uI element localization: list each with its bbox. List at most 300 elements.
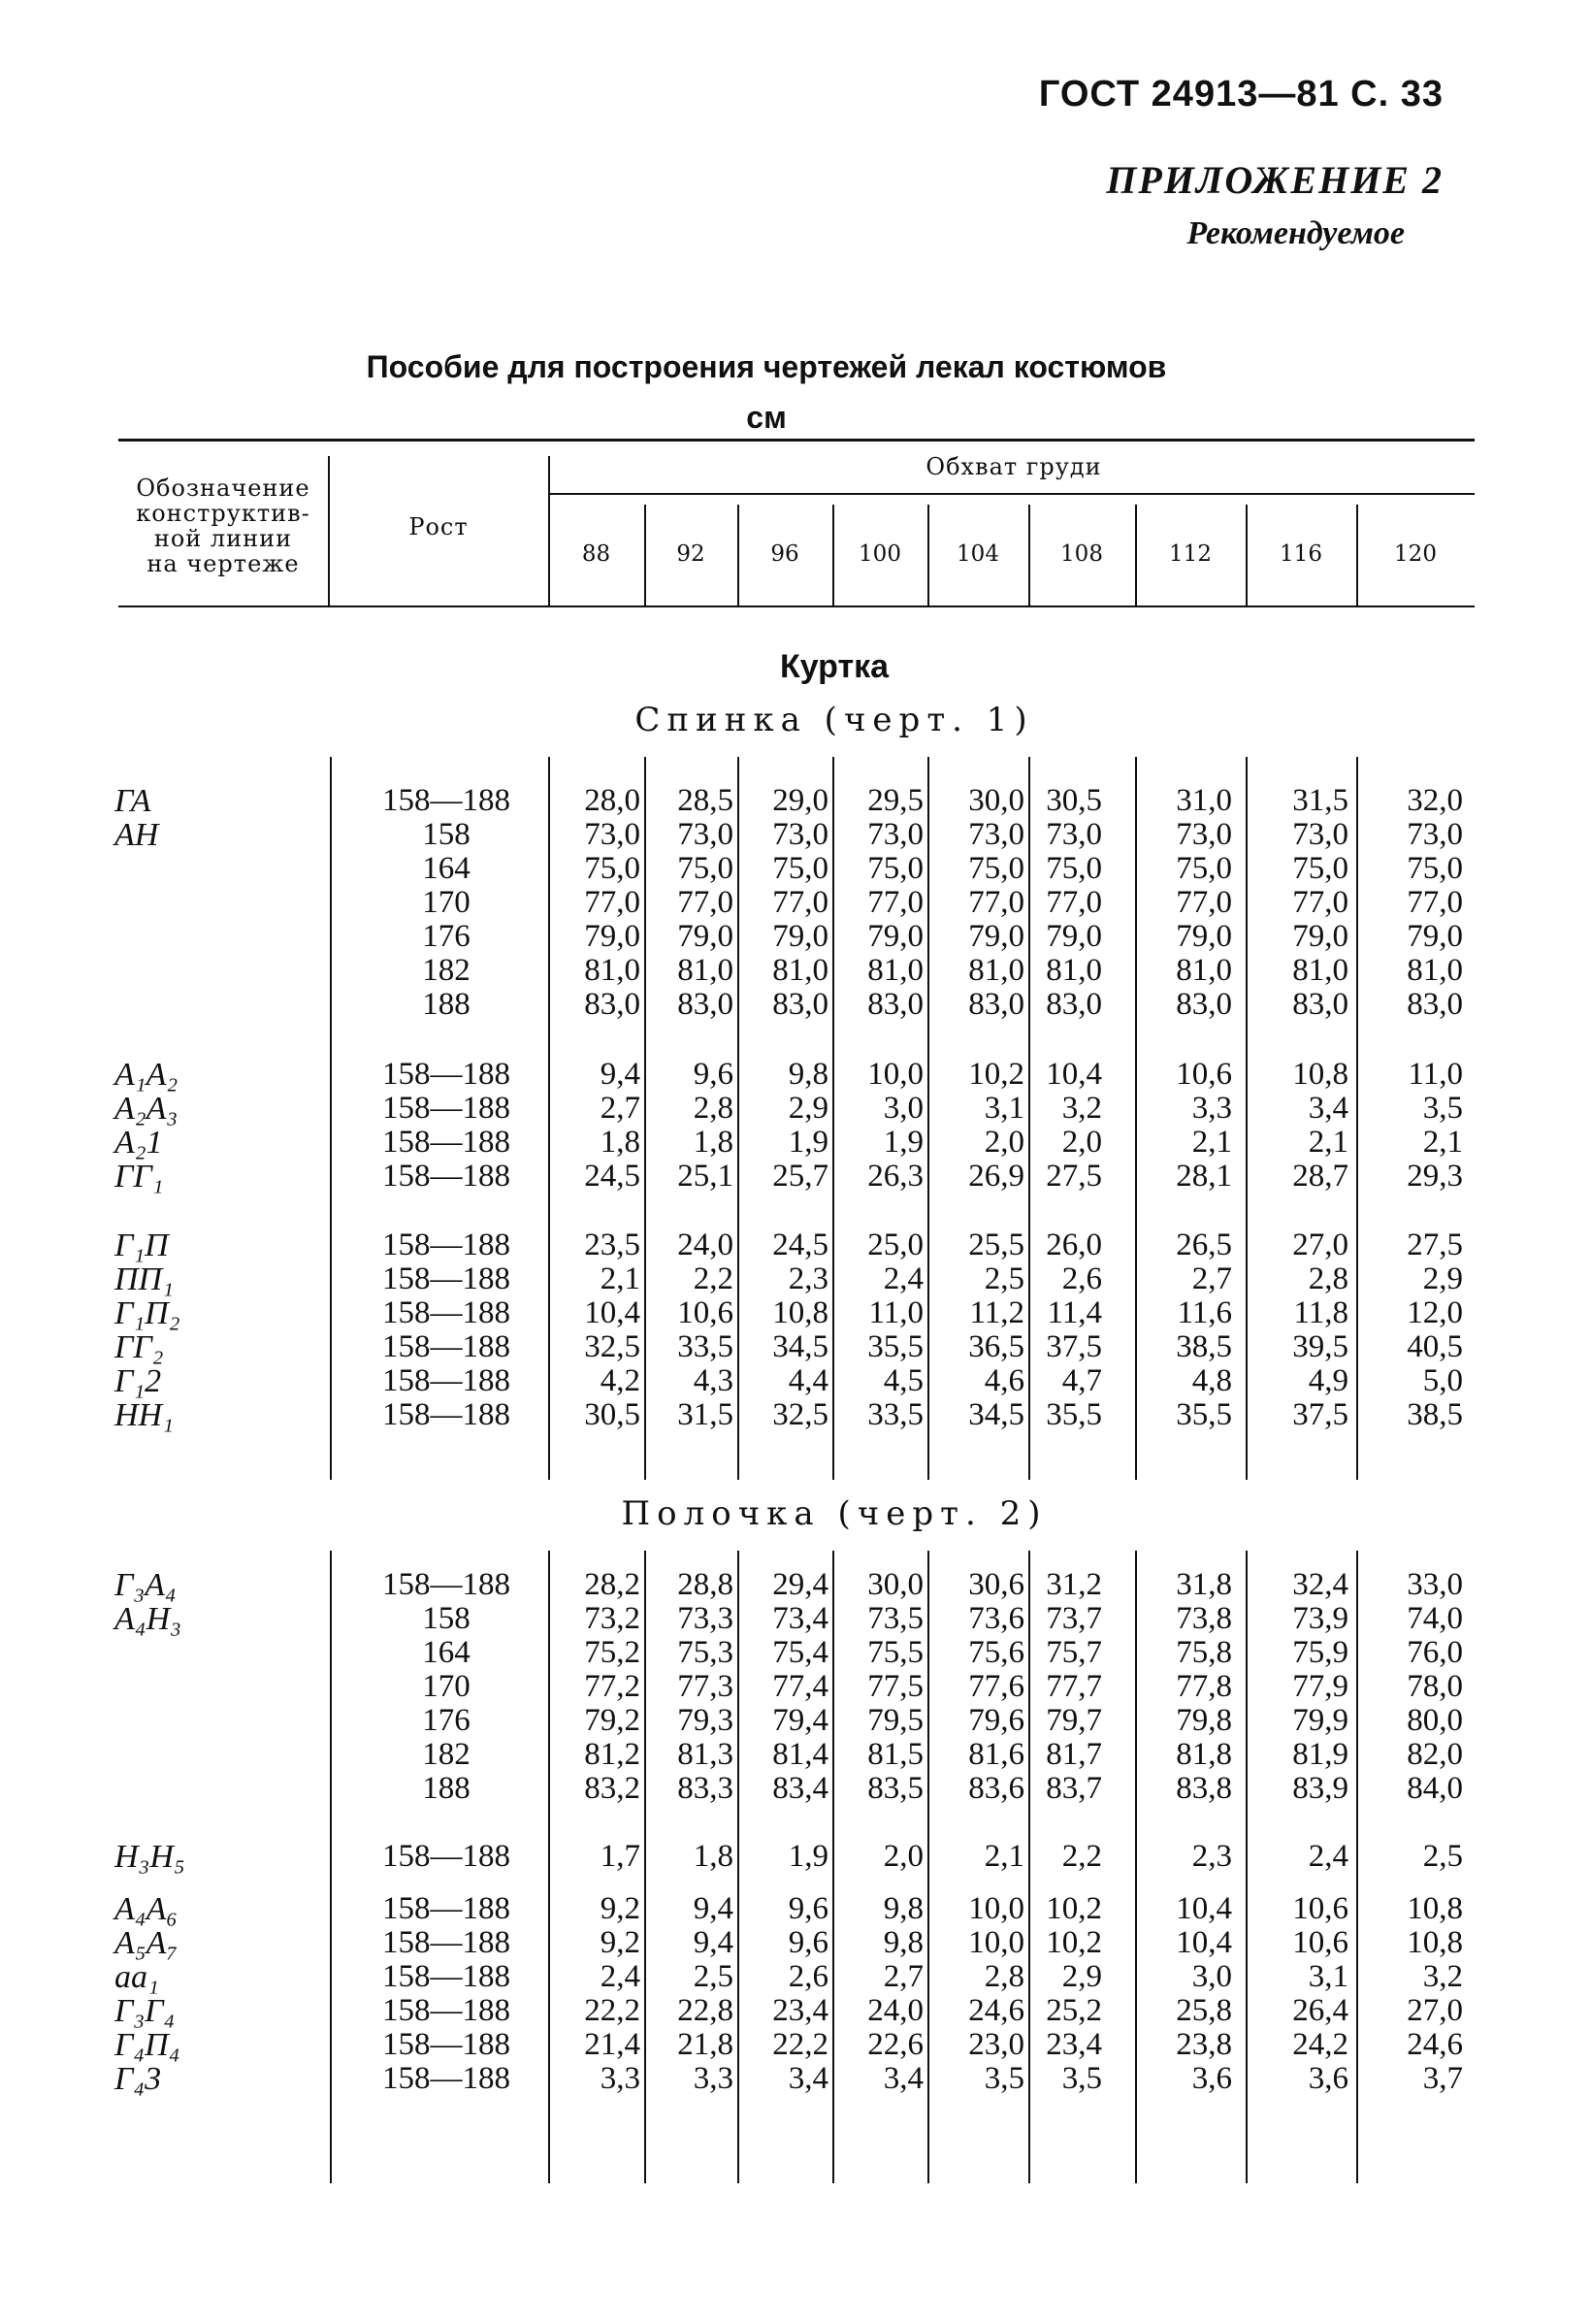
- table-cell: 83,0: [1046, 987, 1102, 1022]
- column-header: 112: [1169, 541, 1212, 567]
- table-cell: 2,8: [984, 1959, 1024, 1994]
- table-cell: 79,7: [1046, 1703, 1102, 1738]
- table-cell: 11,2: [969, 1295, 1024, 1330]
- table-cell: 83,0: [584, 987, 640, 1022]
- table-cell: 27,5: [1407, 1227, 1463, 1262]
- table-cell: 10,4: [1046, 1057, 1102, 1092]
- row-rost: 158—188: [382, 1159, 510, 1194]
- table-cell: 81,9: [1292, 1737, 1348, 1772]
- table-cell: 77,0: [677, 885, 733, 920]
- table-cell: 31,8: [1176, 1567, 1232, 1602]
- table-cell: 28,1: [1176, 1159, 1232, 1194]
- table-cell: 9,4: [693, 1891, 733, 1926]
- table-cell: 10,8: [1292, 1057, 1348, 1092]
- table-cell: 81,0: [1292, 953, 1348, 988]
- table-cell: 73,3: [677, 1601, 733, 1636]
- table-cell: 76,0: [1407, 1635, 1463, 1670]
- table-cell: 29,5: [867, 783, 924, 818]
- header-column-divider: [1246, 505, 1248, 606]
- header-designation-line: конструктив-: [136, 500, 310, 527]
- table-cell: 28,2: [584, 1567, 640, 1602]
- table-cell: 79,0: [772, 919, 828, 954]
- table-cell: 83,7: [1046, 1771, 1102, 1806]
- table-cell: 3,7: [1422, 2061, 1463, 2096]
- table-cell: 81,0: [1046, 953, 1102, 988]
- row-rost: 158—188: [382, 2061, 510, 2096]
- table-cell: 2,7: [883, 1959, 924, 1994]
- table-cell: 10,6: [1292, 1891, 1348, 1926]
- table-cell: 73,0: [1407, 817, 1463, 852]
- table-cell: 26,5: [1176, 1227, 1232, 1262]
- table-cell: 10,0: [968, 1891, 1024, 1926]
- table-cell: 37,5: [1292, 1397, 1348, 1432]
- table-cell: 4,5: [883, 1363, 924, 1398]
- table-cell: 30,0: [867, 1567, 924, 1602]
- table-cell: 81,0: [1176, 953, 1232, 988]
- table-cell: 77,0: [968, 885, 1024, 920]
- table-cell: 32,5: [772, 1397, 828, 1432]
- table-cell: 2,1: [1422, 1125, 1463, 1160]
- table-cell: 11,0: [1408, 1057, 1463, 1092]
- table-cell: 10,8: [1407, 1925, 1463, 1960]
- table-cell: 75,0: [584, 851, 640, 886]
- header-chest-girth: Обхват груди: [925, 453, 1102, 480]
- row-rost: 158—188: [382, 1567, 510, 1602]
- table-cell: 36,5: [968, 1329, 1024, 1364]
- table-cell: 2,9: [1422, 1261, 1463, 1296]
- table-cell: 75,6: [968, 1635, 1024, 1670]
- table-cell: 3,3: [600, 2061, 640, 2096]
- table-cell: 32,5: [584, 1329, 640, 1364]
- table-cell: 9,4: [693, 1925, 733, 1960]
- table-title: Пособие для построения чертежей лекал костюмов: [366, 349, 1167, 384]
- table-cell: 26,0: [1046, 1227, 1102, 1262]
- table-cell: 83,5: [867, 1771, 924, 1806]
- table-cell: 10,4: [1176, 1891, 1232, 1926]
- table-cell: 2,0: [1061, 1125, 1102, 1160]
- row-label: Г₁П₂: [114, 1295, 180, 1331]
- table-cell: 73,6: [968, 1601, 1024, 1636]
- row-rost: 158—188: [382, 2027, 510, 2062]
- row-rost: 158—188: [382, 1993, 510, 2028]
- table-cell: 83,0: [677, 987, 733, 1022]
- table-cell: 77,0: [1176, 885, 1232, 920]
- table-cell: 75,0: [1292, 851, 1348, 886]
- table-cell: 10,4: [1176, 1925, 1232, 1960]
- table-cell: 3,5: [984, 2061, 1024, 2096]
- table-cell: 2,2: [1061, 1839, 1102, 1874]
- table-cell: 1,8: [693, 1125, 733, 1160]
- row-label: А₄Н₃: [114, 1601, 181, 1637]
- row-label: Г₃А₄: [114, 1567, 177, 1603]
- table-cell: 31,2: [1046, 1567, 1102, 1602]
- table-cell: 2,8: [693, 1091, 733, 1126]
- table-cell: 77,0: [1407, 885, 1463, 920]
- table-cell: 79,4: [772, 1703, 828, 1738]
- row-rost: 170: [422, 1669, 471, 1704]
- table-cell: 30,5: [1046, 783, 1102, 818]
- table-cell: 74,0: [1407, 1601, 1463, 1636]
- row-label: Г₄П₄: [114, 2027, 180, 2063]
- table-cell: 75,0: [1176, 851, 1232, 886]
- table-cell: 79,0: [584, 919, 640, 954]
- column-header: 108: [1060, 541, 1103, 567]
- table-cell: 75,4: [772, 1635, 828, 1670]
- table-cell: 2,3: [1191, 1839, 1232, 1874]
- table-cell: 77,6: [968, 1669, 1024, 1704]
- table-cell: 79,0: [677, 919, 733, 954]
- table-cell: 11,6: [1177, 1295, 1232, 1330]
- row-label: А₁А₂: [114, 1057, 179, 1093]
- table-cell: 77,0: [772, 885, 828, 920]
- table-cell: 22,2: [772, 2027, 828, 2062]
- header-column-divider: [832, 505, 834, 606]
- table-cell: 79,9: [1292, 1703, 1348, 1738]
- table-cell: 11,4: [1047, 1295, 1102, 1330]
- table-cell: 33,5: [677, 1329, 733, 1364]
- row-rost: 158—188: [382, 783, 510, 818]
- table-cell: 83,8: [1176, 1771, 1232, 1806]
- table-cell: 83,0: [1176, 987, 1232, 1022]
- column-header: 116: [1280, 541, 1322, 567]
- table-cell: 1,9: [788, 1125, 828, 1160]
- table-cell: 34,5: [772, 1329, 828, 1364]
- table-cell: 77,0: [1292, 885, 1348, 920]
- table-cell: 23,8: [1176, 2027, 1232, 2062]
- row-label: ГА: [114, 783, 151, 819]
- table-cell: 75,7: [1046, 1635, 1102, 1670]
- table-cell: 25,8: [1176, 1993, 1232, 2028]
- row-rost: 170: [422, 885, 471, 920]
- row-rost: 176: [422, 1703, 471, 1738]
- table-cell: 2,1: [600, 1261, 640, 1296]
- table-cell: 10,8: [772, 1295, 828, 1330]
- header-designation-line: Обозначение: [136, 475, 310, 502]
- table-cell: 10,0: [867, 1057, 924, 1092]
- row-rost: 158—188: [382, 1227, 510, 1262]
- row-label: А₅А₇: [114, 1925, 179, 1961]
- table-cell: 37,5: [1046, 1329, 1102, 1364]
- table-cell: 24,0: [677, 1227, 733, 1262]
- table-cell: 30,6: [968, 1567, 1024, 1602]
- row-rost: 182: [422, 1737, 471, 1772]
- table-cell: 1,8: [600, 1125, 640, 1160]
- table-cell: 3,5: [1422, 1091, 1463, 1126]
- header-group-rule: [548, 493, 1475, 495]
- header-column-divider: [1356, 505, 1358, 606]
- body-column-divider: [330, 1551, 332, 2183]
- table-cell: 28,5: [677, 783, 733, 818]
- table-cell: 4,7: [1061, 1363, 1102, 1398]
- table-cell: 2,4: [600, 1959, 640, 1994]
- row-rost: 164: [422, 1635, 471, 1670]
- table-cell: 4,6: [984, 1363, 1024, 1398]
- row-rost: 158—188: [382, 1057, 510, 1092]
- table-cell: 25,1: [677, 1159, 733, 1194]
- column-header: 100: [859, 541, 901, 567]
- table-cell: 10,6: [677, 1295, 733, 1330]
- table-cell: 82,0: [1407, 1737, 1463, 1772]
- table-cell: 2,8: [1308, 1261, 1348, 1296]
- header-designation-line: на чертеже: [146, 550, 300, 577]
- table-cell: 2,9: [788, 1091, 828, 1126]
- table-cell: 3,4: [883, 2061, 924, 2096]
- table-cell: 81,0: [677, 953, 733, 988]
- table-cell: 2,5: [693, 1959, 733, 1994]
- row-label: Г₃Г₄: [114, 1993, 176, 2029]
- appendix-subtitle: Рекомендуемое: [1186, 215, 1405, 251]
- row-label: АН: [114, 817, 159, 853]
- table-cell: 3,6: [1191, 2061, 1232, 2096]
- table-cell: 81,5: [867, 1737, 924, 1772]
- row-rost: 158—188: [382, 1295, 510, 1330]
- table-cell: 34,5: [968, 1397, 1024, 1432]
- table-cell: 9,8: [883, 1891, 924, 1926]
- table-cell: 11,0: [868, 1295, 924, 1330]
- table-cell: 79,0: [1292, 919, 1348, 954]
- table-cell: 24,6: [968, 1993, 1024, 2028]
- table-cell: 81,0: [584, 953, 640, 988]
- table-cell: 10,8: [1407, 1891, 1463, 1926]
- table-cell: 81,3: [677, 1737, 733, 1772]
- header-column-divider: [644, 505, 646, 606]
- table-cell: 81,0: [772, 953, 828, 988]
- table-cell: 23,0: [968, 2027, 1024, 2062]
- table-cell: 79,6: [968, 1703, 1024, 1738]
- table-cell: 79,0: [867, 919, 924, 954]
- table-cell: 22,2: [584, 1993, 640, 2028]
- table-cell: 33,0: [1407, 1567, 1463, 1602]
- table-cell: 79,2: [584, 1703, 640, 1738]
- table-cell: 2,4: [1308, 1839, 1348, 1874]
- table-cell: 5,0: [1422, 1363, 1463, 1398]
- section-polochka: Полочка (черт. 2): [621, 1494, 1048, 1533]
- row-label: А₂1: [114, 1125, 163, 1161]
- header-column-divider: [1135, 505, 1137, 606]
- table-cell: 73,4: [772, 1601, 828, 1636]
- table-cell: 28,7: [1292, 1159, 1348, 1194]
- table-cell: 31,5: [677, 1397, 733, 1432]
- row-rost: 188: [422, 1771, 471, 1806]
- table-cell: 4,4: [788, 1363, 828, 1398]
- table-cell: 75,0: [1046, 851, 1102, 886]
- table-cell: 10,6: [1292, 1925, 1348, 1960]
- table-cell: 73,0: [968, 817, 1024, 852]
- table-cell: 83,3: [677, 1771, 733, 1806]
- table-cell: 73,7: [1046, 1601, 1102, 1636]
- table-cell: 3,2: [1061, 1091, 1102, 1126]
- row-label: аа₁: [114, 1959, 159, 1995]
- table-cell: 26,9: [968, 1159, 1024, 1194]
- table-cell: 2,2: [693, 1261, 733, 1296]
- table-cell: 75,0: [772, 851, 828, 886]
- table-cell: 33,5: [867, 1397, 924, 1432]
- table-cell: 2,5: [984, 1261, 1024, 1296]
- table-cell: 3,0: [1191, 1959, 1232, 1994]
- table-cell: 79,8: [1176, 1703, 1232, 1738]
- row-rost: 158—188: [382, 1397, 510, 1432]
- table-cell: 3,3: [1191, 1091, 1232, 1126]
- table-cell: 80,0: [1407, 1703, 1463, 1738]
- table-cell: 1,7: [600, 1839, 640, 1874]
- table-cell: 81,0: [867, 953, 924, 988]
- table-cell: 73,5: [867, 1601, 924, 1636]
- table-cell: 25,5: [968, 1227, 1024, 1262]
- table-cell: 75,3: [677, 1635, 733, 1670]
- table-cell: 2,1: [1308, 1125, 1348, 1160]
- table-cell: 73,0: [1176, 817, 1232, 852]
- table-cell: 3,6: [1308, 2061, 1348, 2096]
- table-cell: 21,8: [677, 2027, 733, 2062]
- table-cell: 78,0: [1407, 1669, 1463, 1704]
- row-label: ГГ₂: [114, 1329, 164, 1365]
- row-rost: 158—188: [382, 1891, 510, 1926]
- table-cell: 23,4: [772, 1993, 828, 2028]
- table-cell: 2,0: [883, 1839, 924, 1874]
- section-kurtka: Куртка: [779, 648, 890, 685]
- table-cell: 81,0: [968, 953, 1024, 988]
- table-cell: 77,3: [677, 1669, 733, 1704]
- table-cell: 22,6: [867, 2027, 924, 2062]
- table-cell: 73,0: [772, 817, 828, 852]
- table-cell: 10,0: [968, 1925, 1024, 1960]
- body-column-divider: [330, 757, 332, 1480]
- table-cell: 79,0: [1176, 919, 1232, 954]
- table-cell: 83,4: [772, 1771, 828, 1806]
- table-cell: 1,9: [883, 1125, 924, 1160]
- table-cell: 9,6: [788, 1891, 828, 1926]
- table-cell: 24,5: [584, 1159, 640, 1194]
- table-cell: 24,5: [772, 1227, 828, 1262]
- row-label: ГГ₁: [114, 1159, 164, 1195]
- table-cell: 32,4: [1292, 1567, 1348, 1602]
- table-cell: 79,0: [1407, 919, 1463, 954]
- header-column-divider: [737, 505, 739, 606]
- column-header: 120: [1394, 541, 1437, 567]
- table-cell: 3,1: [984, 1091, 1024, 1126]
- table-cell: 81,0: [1407, 953, 1463, 988]
- table-cell: 2,1: [1191, 1125, 1232, 1160]
- table-cell: 77,2: [584, 1669, 640, 1704]
- row-label: Г₁П: [114, 1227, 169, 1263]
- table-cell: 3,5: [1061, 2061, 1102, 2096]
- row-label: А₄А₆: [114, 1891, 179, 1927]
- table-cell: 9,8: [788, 1057, 828, 1092]
- table-cell: 77,0: [1046, 885, 1102, 920]
- table-cell: 77,5: [867, 1669, 924, 1704]
- table-cell: 38,5: [1407, 1397, 1463, 1432]
- table-cell: 29,0: [772, 783, 828, 818]
- row-label: НН₁: [114, 1397, 174, 1433]
- table-cell: 75,5: [867, 1635, 924, 1670]
- row-label: А₂А₃: [114, 1091, 179, 1127]
- table-cell: 77,0: [584, 885, 640, 920]
- table-cell: 2,7: [1191, 1261, 1232, 1296]
- table-cell: 77,0: [867, 885, 924, 920]
- table-cell: 81,7: [1046, 1737, 1102, 1772]
- table-cell: 35,5: [1046, 1397, 1102, 1432]
- table-cell: 35,5: [1176, 1397, 1232, 1432]
- table-cell: 24,0: [867, 1993, 924, 2028]
- row-rost: 164: [422, 851, 471, 886]
- table-cell: 3,4: [788, 2061, 828, 2096]
- table-cell: 27,5: [1046, 1159, 1102, 1194]
- table-cell: 4,3: [693, 1363, 733, 1398]
- table-cell: 22,8: [677, 1993, 733, 2028]
- row-rost: 158—188: [382, 1959, 510, 1994]
- table-cell: 11,8: [1293, 1295, 1348, 1330]
- table-cell: 81,6: [968, 1737, 1024, 1772]
- table-cell: 24,2: [1292, 2027, 1348, 2062]
- row-rost: 158—188: [382, 1839, 510, 1874]
- row-label: ПП₁: [114, 1261, 174, 1297]
- table-cell: 73,0: [677, 817, 733, 852]
- row-rost: 158—188: [382, 1925, 510, 1960]
- table-cell: 73,0: [584, 817, 640, 852]
- table-cell: 3,0: [883, 1091, 924, 1126]
- table-cell: 25,0: [867, 1227, 924, 1262]
- table-cell: 23,5: [584, 1227, 640, 1262]
- row-label: Н₃Н₅: [114, 1839, 185, 1875]
- table-cell: 1,9: [788, 1839, 828, 1874]
- table-cell: 83,0: [968, 987, 1024, 1022]
- table-cell: 12,0: [1407, 1295, 1463, 1330]
- table-cell: 79,0: [1046, 919, 1102, 954]
- table-cell: 9,4: [600, 1057, 640, 1092]
- table-cell: 75,2: [584, 1635, 640, 1670]
- table-cell: 3,1: [1308, 1959, 1348, 1994]
- table-cell: 83,2: [584, 1771, 640, 1806]
- table-cell: 29,4: [772, 1567, 828, 1602]
- table-cell: 2,9: [1061, 1959, 1102, 1994]
- table-cell: 83,9: [1292, 1771, 1348, 1806]
- table-cell: 75,8: [1176, 1635, 1232, 1670]
- table-cell: 10,6: [1176, 1057, 1232, 1092]
- table-cell: 10,2: [1046, 1891, 1102, 1926]
- row-rost: 158: [422, 1601, 471, 1636]
- table-cell: 26,3: [867, 1159, 924, 1194]
- table-cell: 23,4: [1046, 2027, 1102, 2062]
- table-cell: 79,5: [867, 1703, 924, 1738]
- table-cell: 30,0: [968, 783, 1024, 818]
- table-cell: 84,0: [1407, 1771, 1463, 1806]
- table-cell: 21,4: [584, 2027, 640, 2062]
- table-cell: 73,8: [1176, 1601, 1232, 1636]
- table-cell: 2,3: [788, 1261, 828, 1296]
- row-label: Г₄3: [114, 2061, 162, 2097]
- table-cell: 28,8: [677, 1567, 733, 1602]
- table-unit: см: [746, 400, 787, 435]
- table-cell: 25,7: [772, 1159, 828, 1194]
- row-rost: 158—188: [382, 1329, 510, 1364]
- table-cell: 39,5: [1292, 1329, 1348, 1364]
- table-cell: 83,0: [772, 987, 828, 1022]
- table-cell: 10,4: [584, 1295, 640, 1330]
- row-rost: 158—188: [382, 1363, 510, 1398]
- table-cell: 30,5: [584, 1397, 640, 1432]
- table-cell: 2,6: [1061, 1261, 1102, 1296]
- table-cell: 25,2: [1046, 1993, 1102, 2028]
- table-cell: 83,0: [1292, 987, 1348, 1022]
- table-cell: 79,3: [677, 1703, 733, 1738]
- column-header: 92: [676, 541, 705, 567]
- table-cell: 1,8: [693, 1839, 733, 1874]
- table-cell: 81,8: [1176, 1737, 1232, 1772]
- table-cell: 27,0: [1407, 1993, 1463, 2028]
- table-cell: 28,0: [584, 783, 640, 818]
- row-rost: 158—188: [382, 1125, 510, 1160]
- table-cell: 2,4: [883, 1261, 924, 1296]
